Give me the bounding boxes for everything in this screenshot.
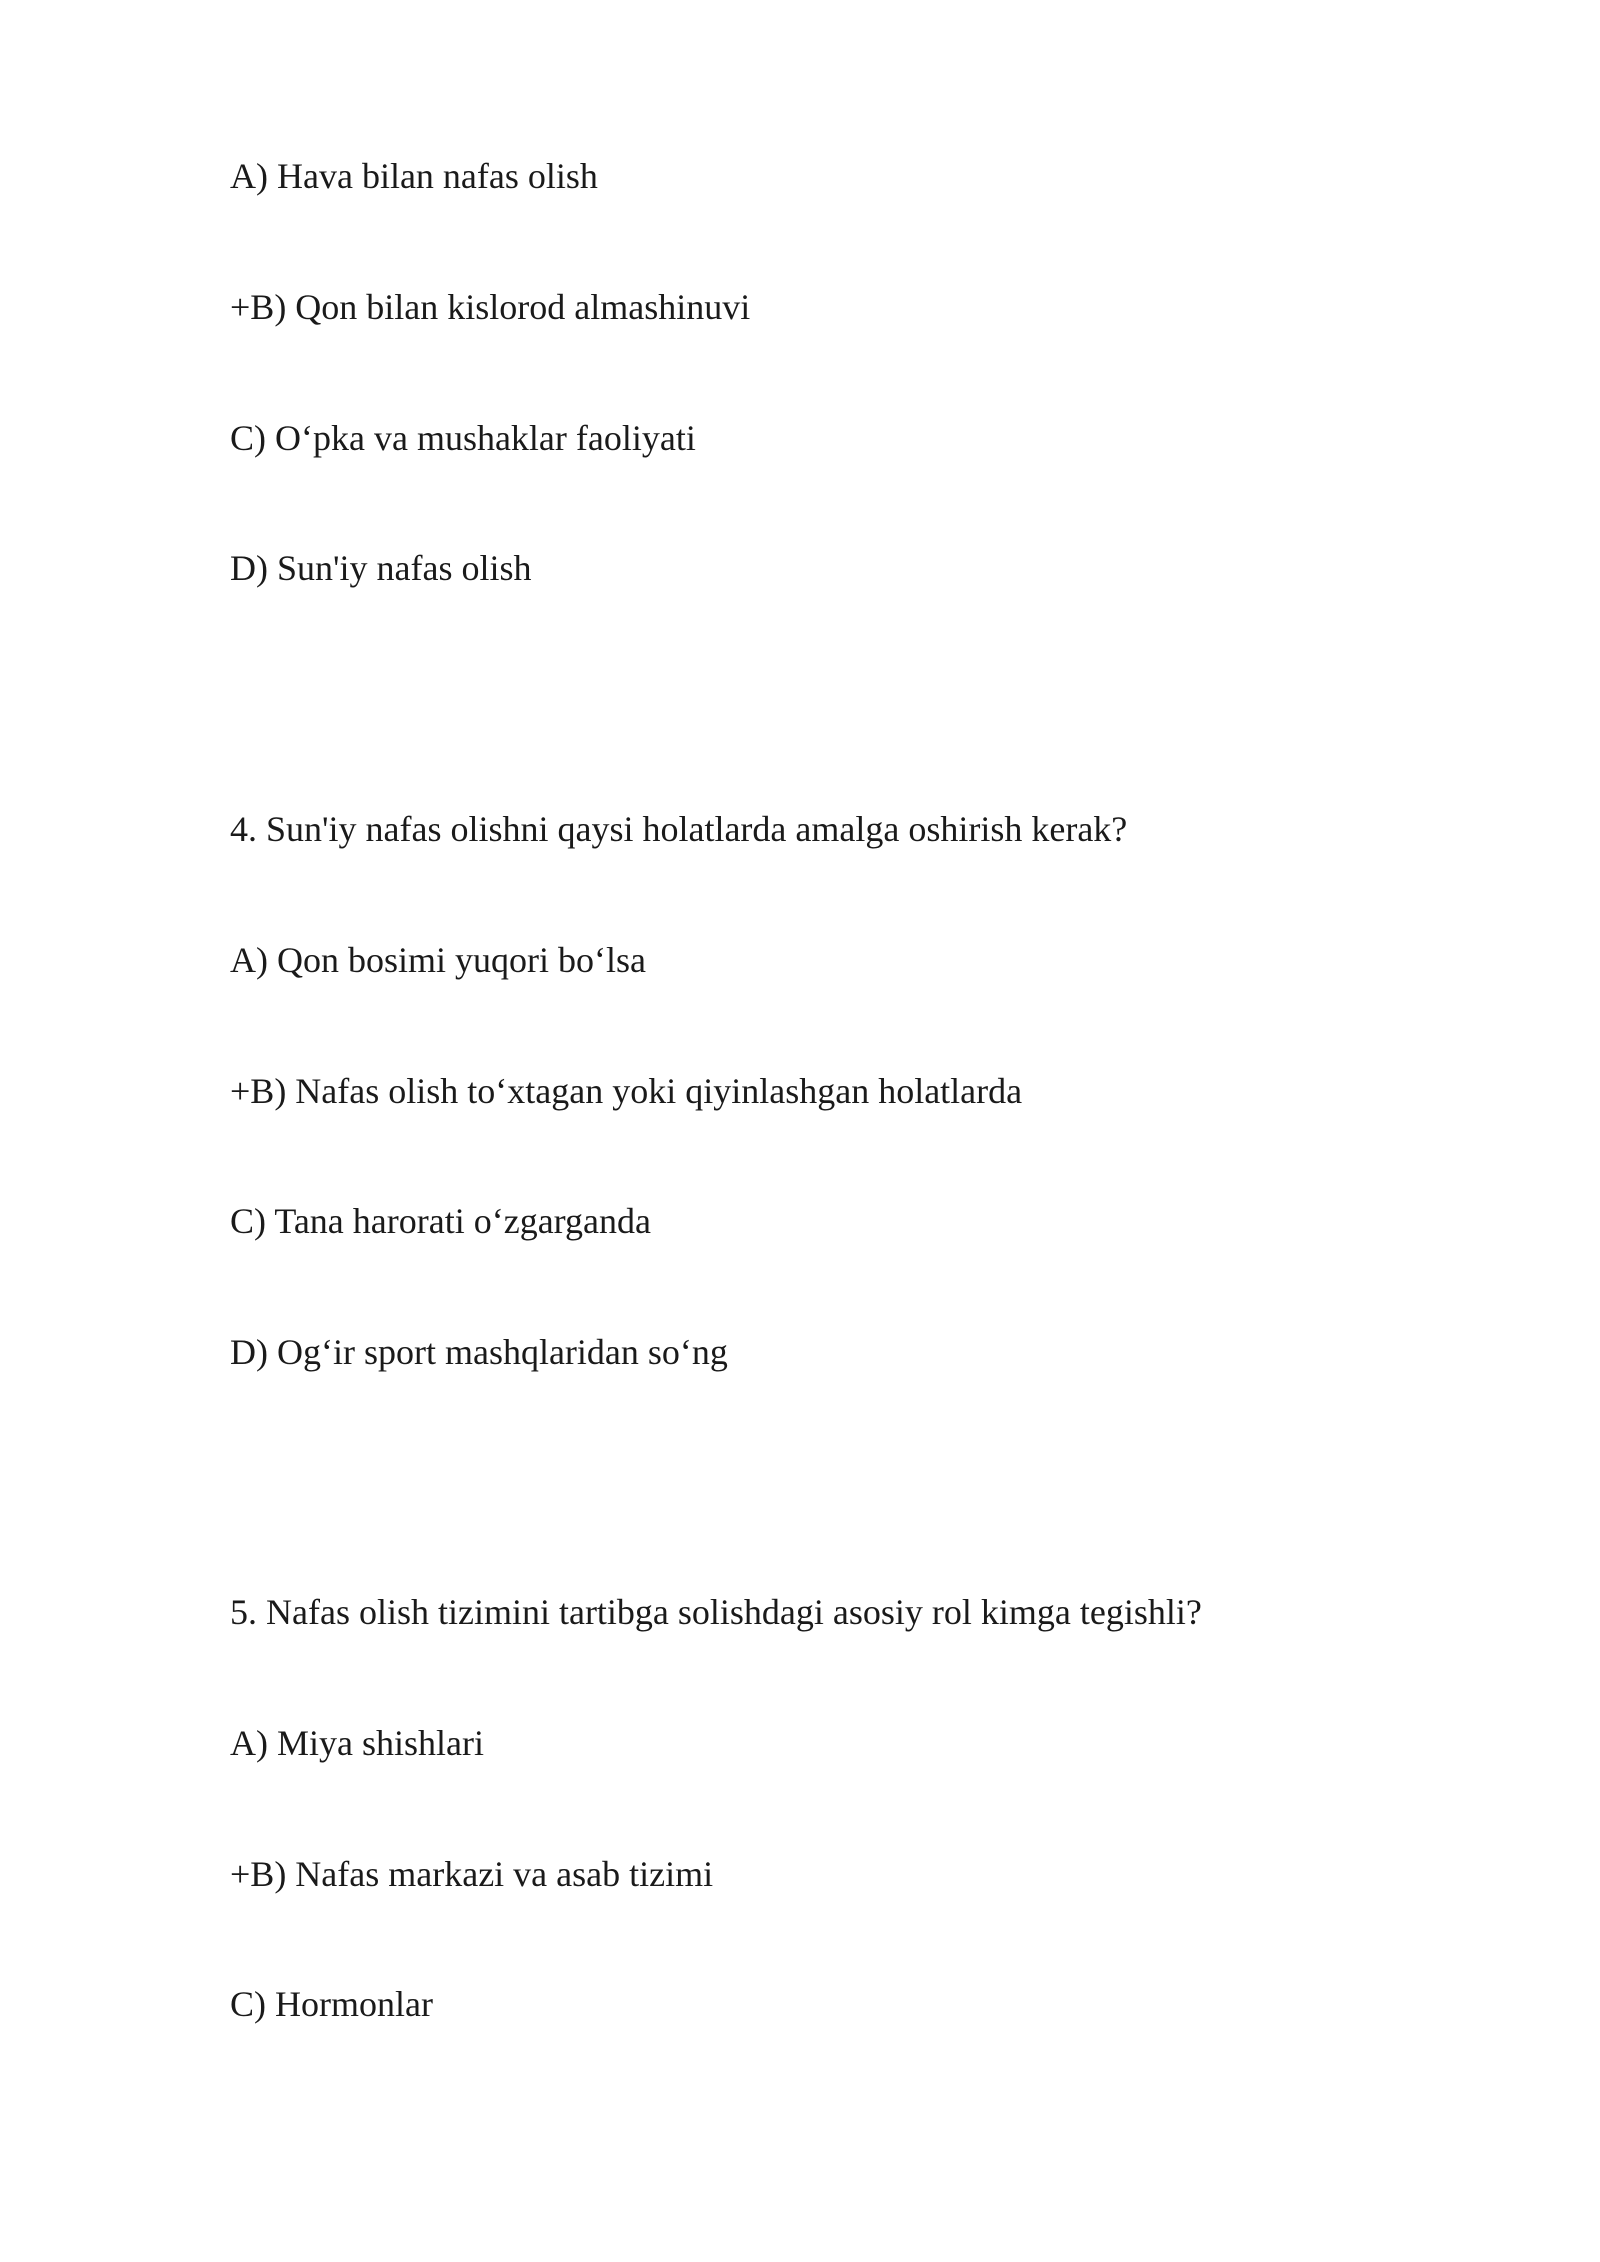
- q4-option-c: C) Tana harorati o‘zgarganda: [230, 1201, 651, 1241]
- q4-question: 4. Sun'iy nafas olishni qaysi holatlarda amalga oshirish kerak?: [230, 809, 1128, 849]
- q3-option-d: D) Sun'iy nafas olish: [230, 548, 532, 588]
- q5-question: 5. Nafas olish tizimini tartibga solishdagi asosiy rol kimga tegishli?: [230, 1592, 1202, 1632]
- q3-option-b-correct: +B) Qon bilan kislorod almashinuvi: [230, 287, 751, 327]
- q4-option-d: D) Og‘ir sport mashqlaridan so‘ng: [230, 1332, 728, 1372]
- q4-option-b-correct: +B) Nafas olish to‘xtagan yoki qiyinlashgan holatlarda: [230, 1071, 1023, 1111]
- q3-option-a: A) Hava bilan nafas olish: [230, 156, 598, 196]
- q4-option-a: A) Qon bosimi yuqori bo‘lsa: [230, 940, 646, 980]
- q3-option-c: C) O‘pka va mushaklar faoliyati: [230, 418, 696, 458]
- q5-option-c: C) Hormonlar: [230, 1984, 433, 2024]
- q5-option-a: A) Miya shishlari: [230, 1723, 484, 1763]
- q5-option-b-correct: +B) Nafas markazi va asab tizimi: [230, 1854, 714, 1894]
